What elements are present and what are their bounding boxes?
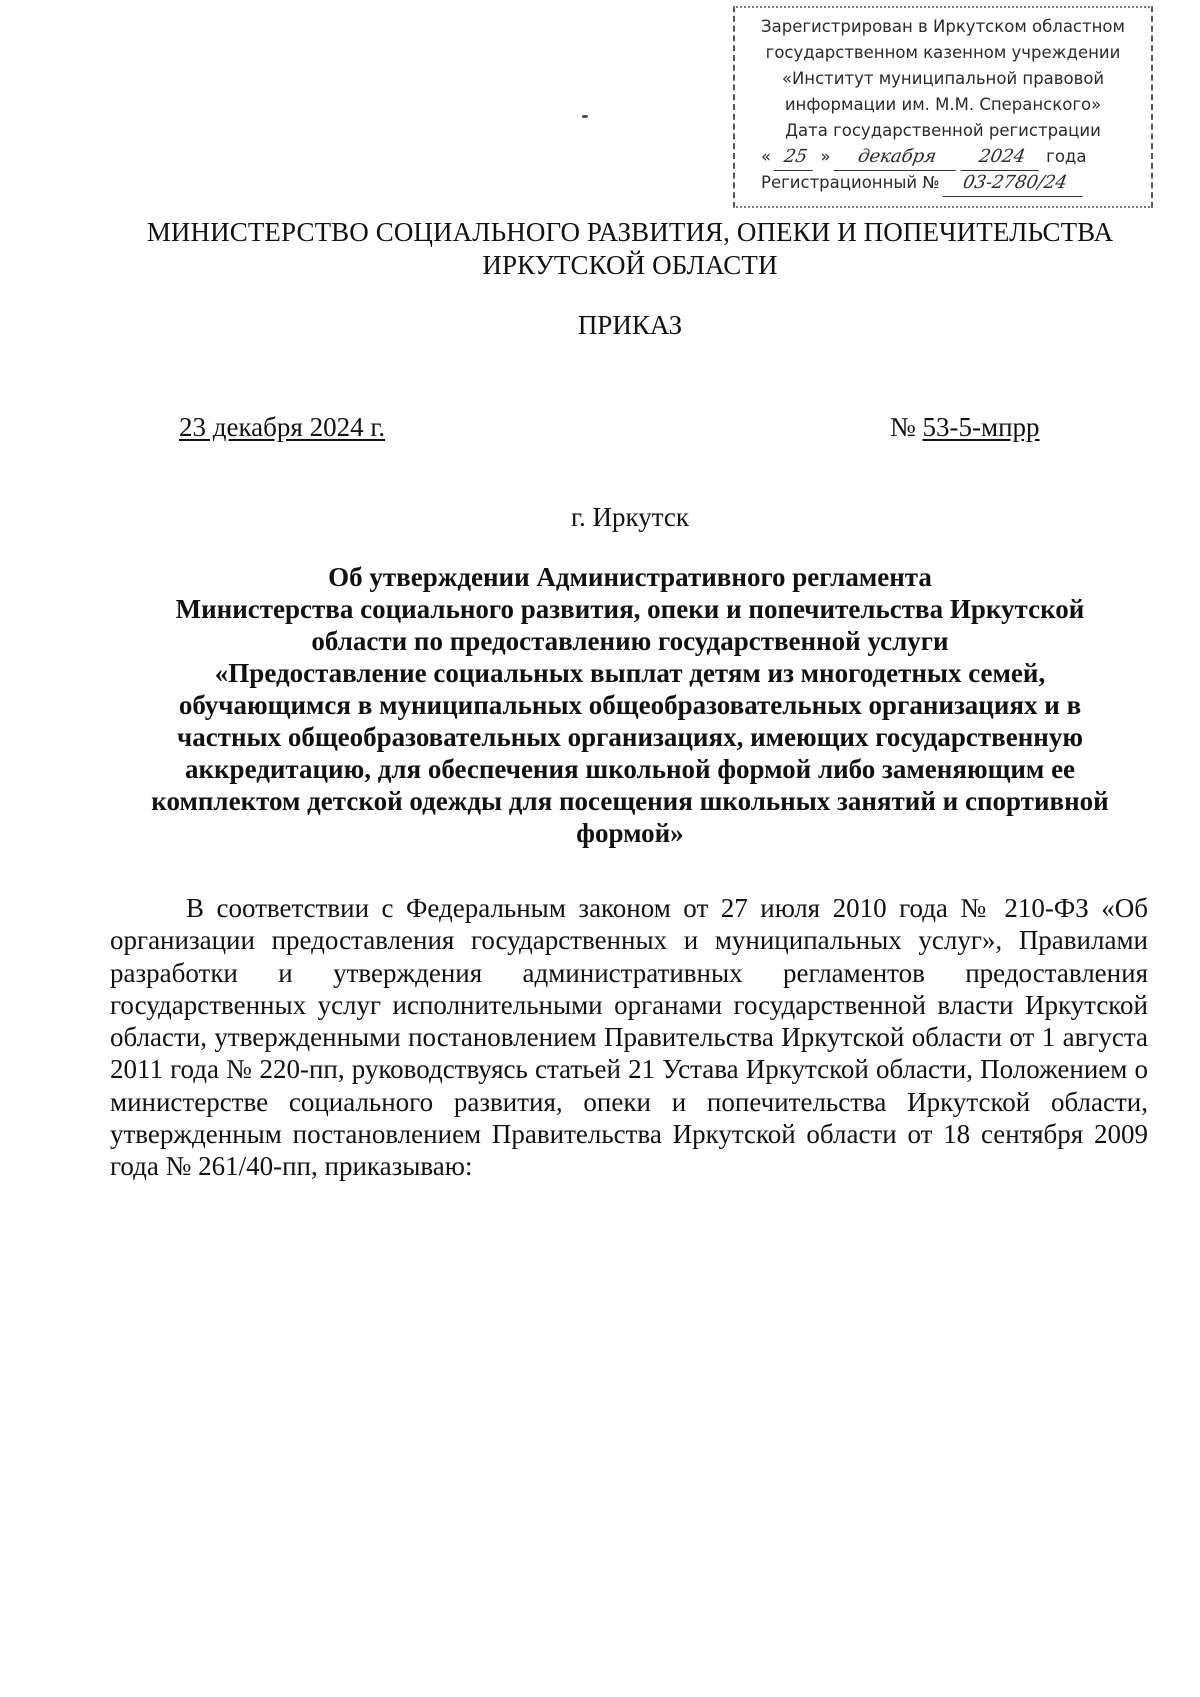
stamp-line-2: государственном казенном учреждении xyxy=(765,43,1121,62)
order-subject xyxy=(110,561,1150,849)
stamp-line-5: Дата государственной регистрации xyxy=(785,121,1101,140)
stamp-reg-number-handwritten: 03-2780/24 xyxy=(942,170,1087,197)
subject-line: формой» xyxy=(576,818,684,848)
stamp-line-3: «Институт муниципальной правовой xyxy=(781,69,1105,88)
subject-line: комплектом детской одежды для посещения школьных занятий и спортивной xyxy=(151,786,1109,816)
registration-stamp xyxy=(733,6,1153,208)
subject-line: Об утверждении Административного регламента xyxy=(328,562,932,592)
order-date: 23 декабря 2024 г. xyxy=(179,412,386,442)
subject-line: области по предоставлению государственной услуги xyxy=(311,626,949,656)
ministry-name xyxy=(0,216,1200,282)
stamp-line-4: информации им. М.М. Сперанского» xyxy=(784,95,1102,114)
order-number xyxy=(890,412,1040,443)
city-name: г. Иркутск xyxy=(571,502,689,532)
stamp-close-quote: » xyxy=(820,147,831,166)
preamble-paragraph: В соответствии с Федеральным законом от 27 июля 2010 года № 210-ФЗ «Об организации предоставления государственных и муниципальных услуг», Правилами разработки и утверждения административных регламентов предоставления государственных услуг исполнительными органами государственной власти Иркутской области, утвержденными постановлением Правительства Иркутской области от 1 августа 2011 года № 220-пп, руководствуясь статьей 21 Устава Иркутской области, Положением о министерстве социального развития, опеки и попечительства Иркутской области, утвержденным постановлением Правительства Иркутской области от 18 сентября 2009 года № 261/40-пп, приказываю: xyxy=(110,893,1148,1182)
subject-line: «Предоставление социальных выплат детям из многодетных семей, xyxy=(214,658,1046,688)
order-number-value: 53-5-мпрр xyxy=(922,412,1040,442)
stamp-month-handwritten: декабря xyxy=(833,144,960,171)
ministry-name-line-2: ИРКУТСКОЙ ОБЛАСТИ xyxy=(482,250,778,280)
subject-line: аккредитацию, для обеспечения школьной формой либо заменяющим ее xyxy=(184,754,1076,784)
stamp-registration-number xyxy=(735,170,1151,196)
number-sign: № xyxy=(890,412,916,442)
stamp-day-handwritten: 25 xyxy=(774,144,818,171)
subject-line: Министерства социального развития, опеки и попечительства Иркутской xyxy=(175,594,1085,624)
stamp-year-handwritten: 2024 xyxy=(961,144,1044,171)
scan-speck xyxy=(582,115,588,118)
stamp-open-quote: « xyxy=(761,147,772,166)
document-type-title: ПРИКАЗ xyxy=(577,310,683,340)
stamp-registration-date xyxy=(735,144,1151,170)
stamp-reg-label: Регистрационный № xyxy=(761,173,940,192)
subject-line: частных общеобразовательных организациях, имеющих государственную xyxy=(177,722,1083,752)
stamp-year-word: года xyxy=(1046,147,1087,166)
subject-line: обучающимся в муниципальных общеобразовательных организациях и в xyxy=(178,690,1082,720)
stamp-line-1: Зарегистрирован в Иркутском областном xyxy=(761,17,1125,36)
ministry-name-line-1: МИНИСТЕРСТВО СОЦИАЛЬНОГО РАЗВИТИЯ, ОПЕКИ И ПОПЕЧИТЕЛЬСТВА xyxy=(146,217,1114,247)
